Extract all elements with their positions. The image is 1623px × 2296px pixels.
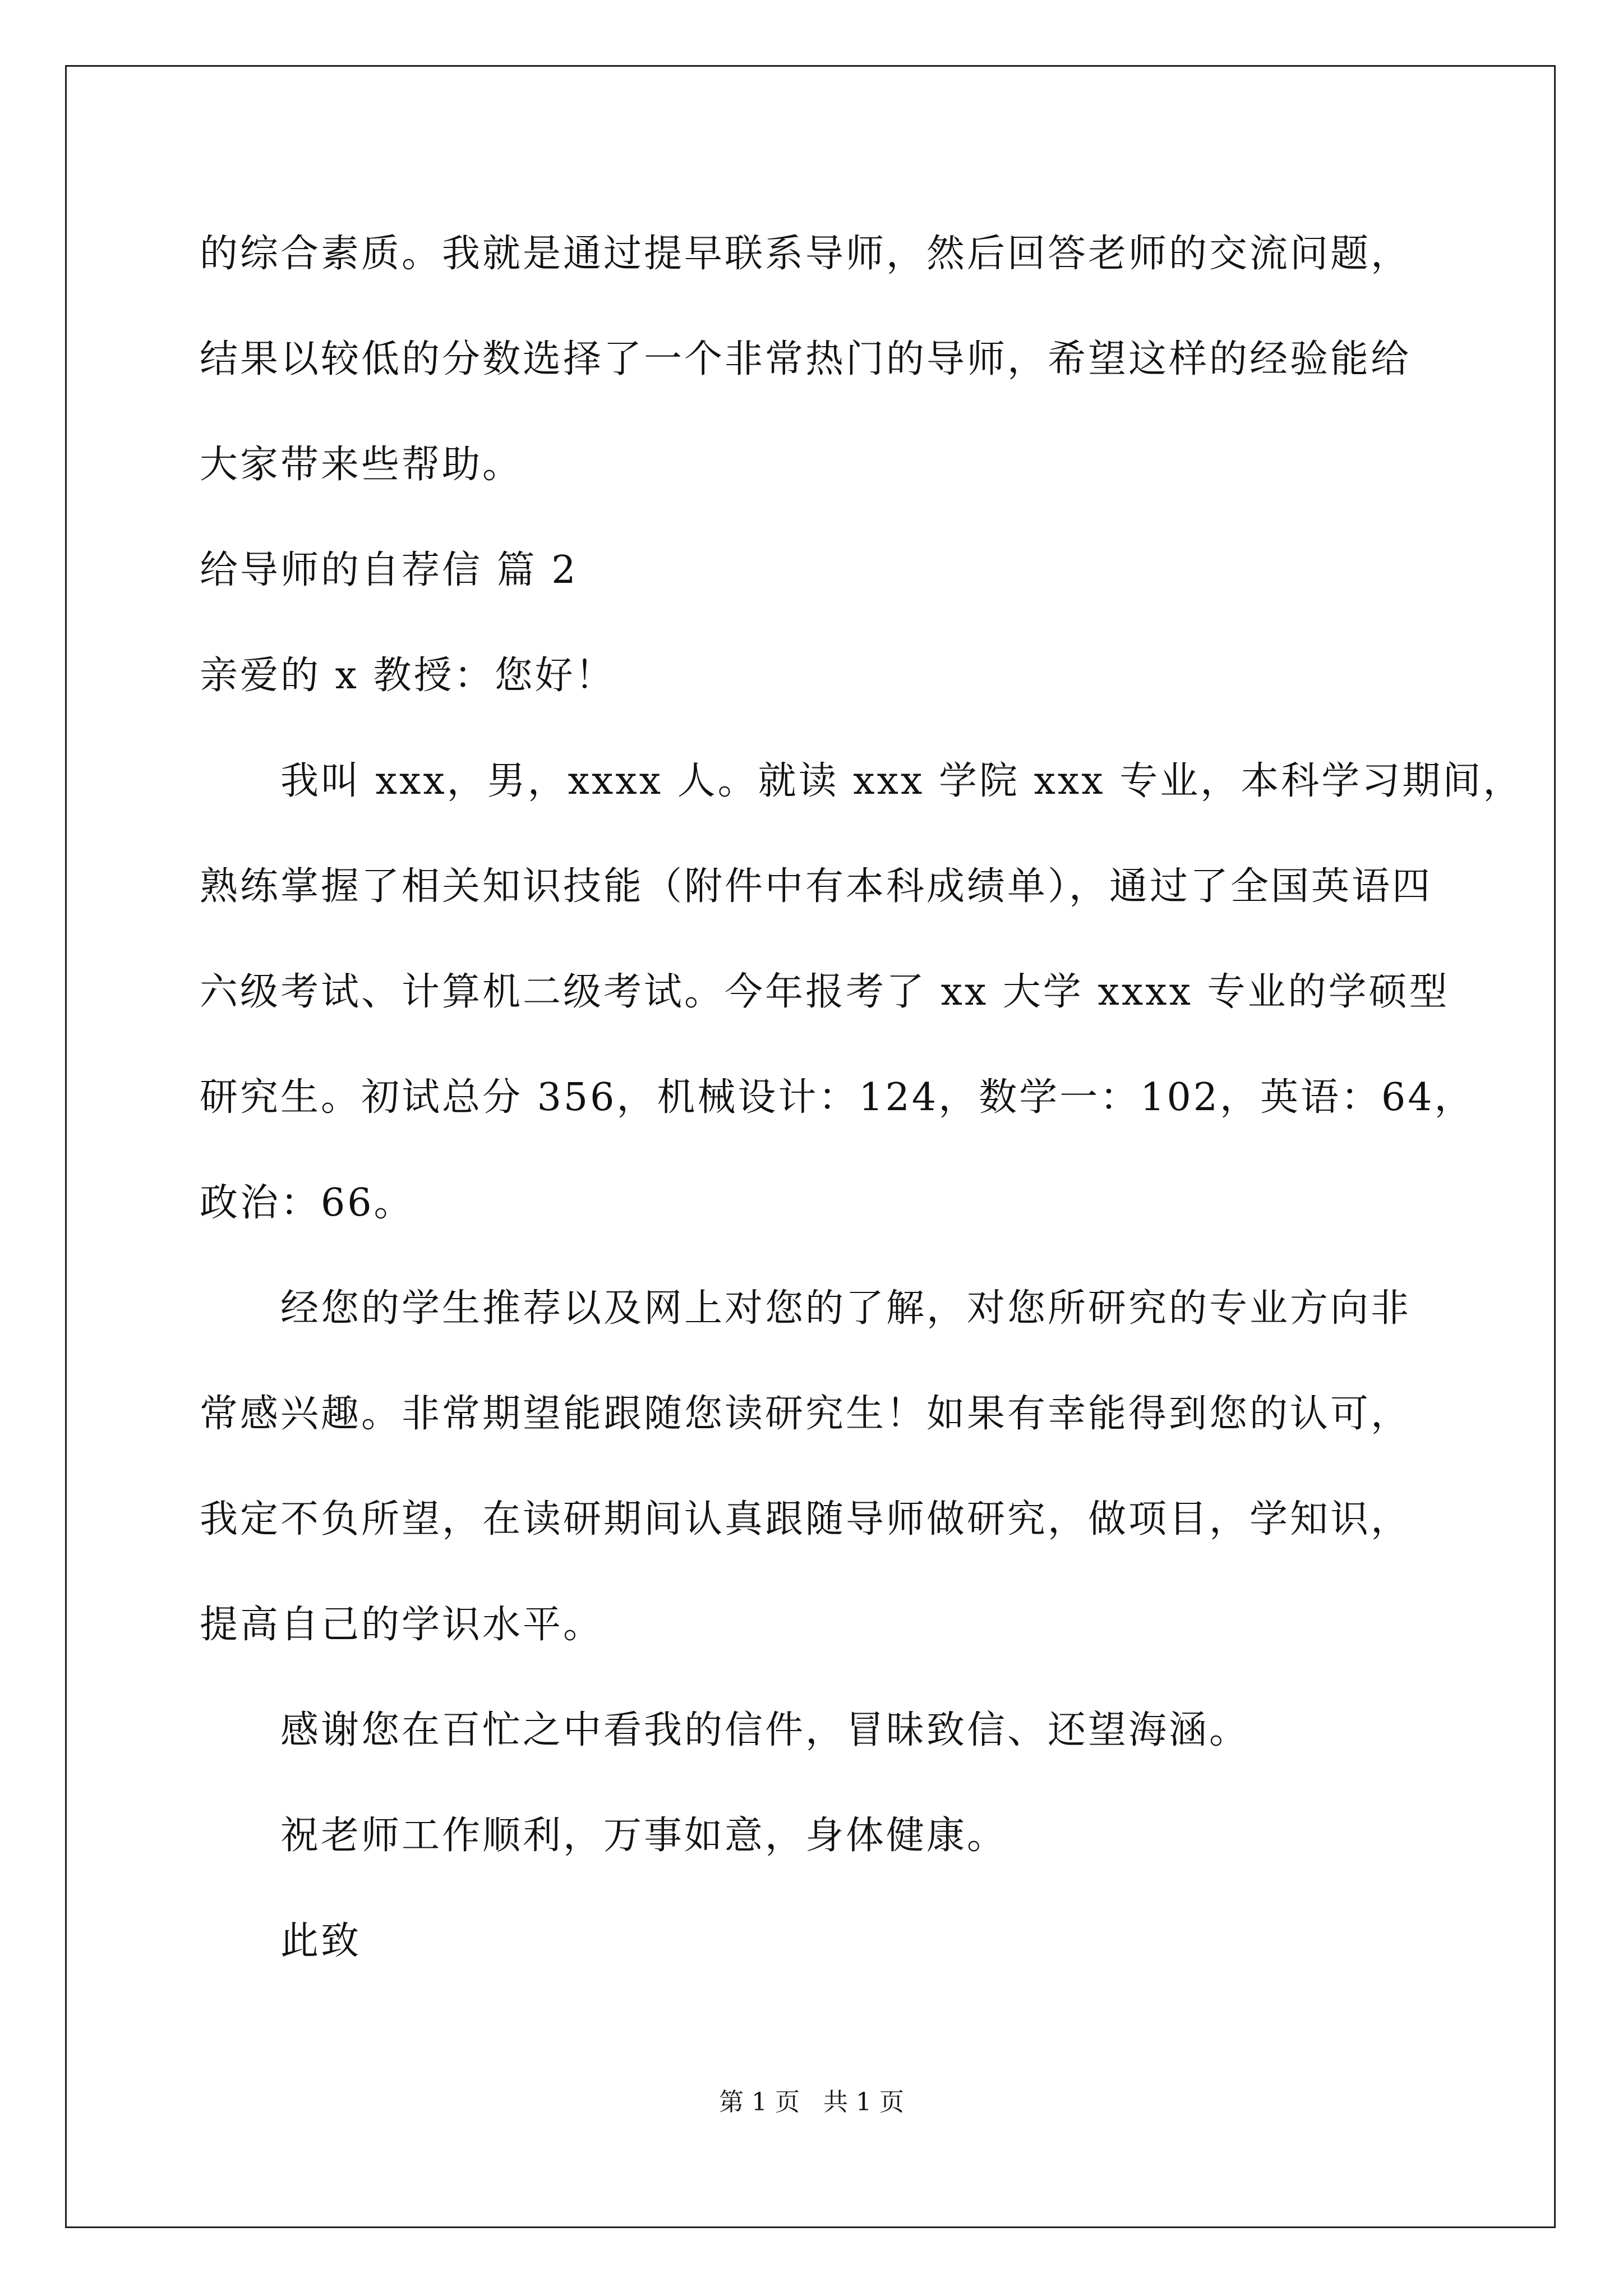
body-line-11: 经您的学生推荐以及网上对您的了解，对您所研究的专业方向非 xyxy=(280,1286,1412,1331)
body-line-12: 常感兴趣。非常期望能跟随您读研究生！如果有幸能得到您的认可， xyxy=(200,1392,1412,1436)
body-line-8: 六级考试、计算机二级考试。今年报考了 xx 大学 xxxx 专业的学硕型 xyxy=(200,970,1450,1014)
body-line-3: 大家带来些帮助。 xyxy=(200,443,523,487)
body-line-6: 我叫 xxx，男，xxxx 人。就读 xxx 学院 xxx 专业，本科学习期间， xyxy=(280,759,1524,803)
body-line-10: 政治：66。 xyxy=(200,1181,414,1225)
body-line-15: 感谢您在百忙之中看我的信件，冒昧致信、还望海涵。 xyxy=(280,1708,1250,1752)
salutation: 亲爱的 x 教授：您好！ xyxy=(200,654,616,698)
closing: 此致 xyxy=(280,1919,362,1963)
body-line-16: 祝老师工作顺利，万事如意，身体健康。 xyxy=(280,1814,1008,1858)
body-line-14: 提高自己的学识水平。 xyxy=(200,1603,604,1647)
section-heading: 给导师的自荐信 篇 2 xyxy=(200,548,578,592)
body-line-13: 我定不负所望，在读研期间认真跟随导师做研究，做项目，学知识， xyxy=(200,1497,1412,1542)
body-line-9: 研究生。初试总分 356，机械设计：124，数学一：102，英语：64， xyxy=(200,1075,1475,1120)
page-footer: 第 1 页 共 1 页 xyxy=(719,2088,904,2116)
body-line-1: 的综合素质。我就是通过提早联系导师，然后回答老师的交流问题， xyxy=(200,232,1412,276)
page-frame xyxy=(65,65,1556,2228)
body-line-7: 熟练掌握了相关知识技能（附件中有本科成绩单），通过了全国英语四 xyxy=(200,864,1433,909)
body-line-2: 结果以较低的分数选择了一个非常热门的导师，希望这样的经验能给 xyxy=(200,337,1412,381)
